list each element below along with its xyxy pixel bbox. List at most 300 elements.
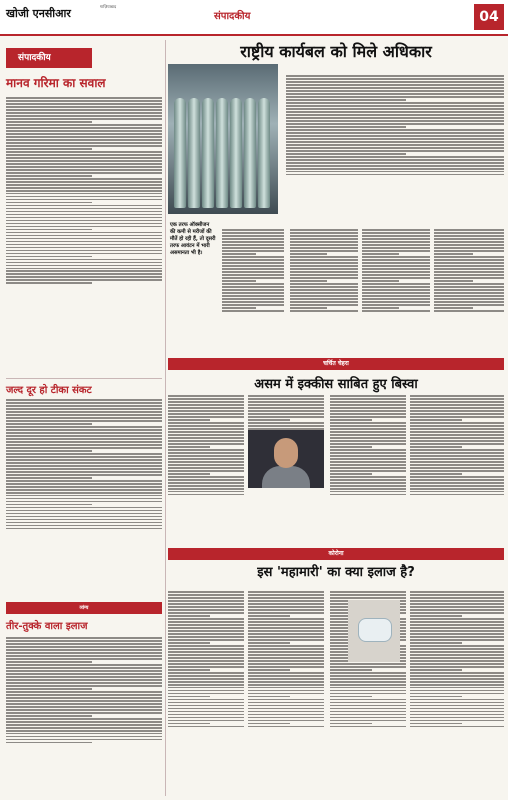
text-line — [222, 307, 256, 309]
text-line — [6, 139, 162, 141]
text-line — [6, 282, 92, 284]
text-line — [168, 642, 210, 644]
text-line — [6, 658, 162, 660]
text-line — [248, 717, 324, 719]
text-line — [168, 708, 244, 710]
text-line — [6, 268, 162, 270]
text-line — [6, 706, 162, 708]
text-line — [6, 646, 162, 648]
text-line — [410, 440, 504, 442]
text-line — [434, 301, 504, 303]
text-line — [6, 408, 162, 410]
text-line — [410, 600, 504, 602]
text-line — [330, 443, 406, 445]
text-line — [434, 250, 504, 252]
text-line — [6, 736, 162, 738]
text-line — [6, 709, 162, 711]
text-line — [222, 256, 284, 258]
text-line — [330, 431, 406, 433]
text-line — [222, 241, 284, 243]
text-line — [168, 404, 244, 406]
text-line — [6, 166, 162, 168]
text-line — [410, 690, 504, 692]
text-line — [434, 232, 504, 234]
main-body-col1 — [222, 228, 284, 352]
text-line — [6, 405, 162, 407]
text-line — [410, 672, 504, 674]
text-line — [6, 489, 162, 491]
text-line — [410, 657, 504, 659]
text-line — [6, 465, 162, 467]
text-line — [168, 612, 244, 614]
text-line — [434, 280, 473, 282]
text-line — [6, 190, 162, 192]
text-line — [248, 612, 324, 614]
text-line — [330, 675, 406, 677]
main-body-col3 — [362, 228, 430, 352]
text-line — [6, 163, 162, 165]
text-line — [410, 455, 504, 457]
text-line — [330, 693, 406, 695]
text-line — [168, 669, 210, 671]
text-line — [248, 395, 324, 397]
text-line — [362, 292, 430, 294]
text-line — [434, 286, 504, 288]
text-line — [6, 468, 162, 470]
text-line — [330, 699, 406, 701]
text-line — [168, 398, 244, 400]
text-line — [168, 458, 244, 460]
text-line — [168, 684, 244, 686]
column-divider — [165, 40, 166, 796]
text-line — [286, 171, 504, 173]
text-line — [248, 627, 324, 629]
text-line — [410, 633, 504, 635]
text-line — [290, 265, 358, 267]
text-line — [6, 730, 162, 732]
text-line — [222, 244, 284, 246]
profile-headline: असम में इक्कीस साबित हुए बिस्वा — [254, 377, 418, 392]
text-line — [434, 274, 504, 276]
text-line — [222, 253, 256, 255]
text-line — [168, 675, 244, 677]
text-line — [168, 594, 244, 596]
text-line — [286, 165, 504, 167]
text-line — [6, 513, 162, 515]
text-line — [6, 438, 162, 440]
text-line — [410, 479, 504, 481]
text-line — [6, 265, 162, 267]
text-line — [362, 244, 430, 246]
text-line — [6, 519, 162, 521]
text-line — [410, 458, 504, 460]
text-line — [410, 419, 462, 421]
text-line — [6, 462, 162, 464]
text-line — [290, 238, 358, 240]
text-line — [434, 295, 504, 297]
text-line — [168, 681, 244, 683]
text-line — [410, 437, 504, 439]
text-line — [6, 715, 92, 717]
text-line — [248, 398, 324, 400]
text-line — [6, 679, 162, 681]
text-line — [168, 437, 244, 439]
text-line — [248, 642, 290, 644]
text-line — [6, 429, 162, 431]
text-line — [410, 446, 462, 448]
text-line — [410, 711, 504, 713]
text-line — [6, 402, 162, 404]
text-line — [248, 702, 324, 704]
text-line — [434, 310, 504, 312]
text-line — [362, 235, 430, 237]
text-line — [248, 591, 324, 593]
text-line — [410, 723, 462, 725]
text-line — [410, 594, 504, 596]
text-line — [222, 247, 284, 249]
text-line — [168, 660, 244, 662]
text-line — [410, 591, 504, 593]
main-body-intro — [286, 74, 504, 224]
text-line — [290, 229, 358, 231]
text-line — [6, 184, 162, 186]
text-line — [330, 705, 406, 707]
text-line — [248, 597, 324, 599]
text-line — [330, 708, 406, 710]
text-line — [362, 283, 430, 285]
text-line — [330, 597, 406, 599]
text-line — [330, 440, 406, 442]
text-line — [222, 265, 284, 267]
text-line — [286, 132, 504, 134]
text-line — [248, 666, 324, 668]
text-line — [168, 494, 244, 496]
text-line — [362, 241, 430, 243]
text-line — [248, 690, 324, 692]
text-line — [6, 727, 162, 729]
text-line — [248, 404, 324, 406]
text-line — [6, 426, 162, 428]
text-line — [168, 422, 244, 424]
text-line — [222, 250, 284, 252]
text-line — [410, 422, 504, 424]
text-line — [6, 172, 162, 174]
text-line — [6, 673, 162, 675]
text-line — [330, 458, 406, 460]
text-line — [410, 687, 504, 689]
text-line — [286, 108, 504, 110]
text-line — [330, 410, 406, 412]
text-line — [410, 431, 504, 433]
text-line — [248, 639, 324, 641]
text-line — [410, 404, 504, 406]
text-line — [6, 492, 162, 494]
text-line — [6, 441, 162, 443]
text-line — [330, 663, 406, 665]
text-line — [168, 636, 244, 638]
text-line — [6, 703, 162, 705]
text-line — [168, 702, 244, 704]
text-line — [362, 310, 430, 312]
text-line — [286, 150, 504, 152]
text-line — [330, 473, 372, 475]
text-line — [290, 310, 358, 312]
text-line — [410, 666, 504, 668]
text-line — [330, 428, 406, 430]
text-line — [168, 449, 244, 451]
text-line — [6, 238, 162, 240]
text-line — [410, 434, 504, 436]
text-line — [222, 232, 284, 234]
text-line — [330, 455, 406, 457]
text-line — [410, 639, 504, 641]
text-line — [6, 691, 162, 693]
text-line — [410, 708, 504, 710]
text-line — [248, 726, 324, 728]
text-line — [290, 292, 358, 294]
text-line — [410, 597, 504, 599]
text-line — [6, 480, 162, 482]
text-line — [330, 491, 406, 493]
text-line — [330, 720, 406, 722]
text-line — [6, 739, 162, 741]
text-line — [410, 630, 504, 632]
text-line — [168, 654, 244, 656]
text-line — [362, 280, 399, 282]
text-line — [248, 687, 324, 689]
text-line — [168, 645, 244, 647]
text-line — [168, 672, 244, 674]
text-line — [248, 720, 324, 722]
text-line — [330, 434, 406, 436]
text-line — [362, 286, 430, 288]
text-line — [248, 657, 324, 659]
text-line — [168, 434, 244, 436]
text-line — [222, 289, 284, 291]
text-line — [6, 444, 162, 446]
text-line — [6, 145, 162, 147]
text-line — [6, 510, 162, 512]
satire-headline: तीर-तुक्के वाला इलाज — [6, 621, 88, 632]
text-line — [330, 470, 406, 472]
text-line — [222, 238, 284, 240]
corona-body-col2 — [248, 590, 324, 796]
text-line — [248, 621, 324, 623]
text-line — [6, 199, 162, 201]
text-line — [6, 471, 162, 473]
text-line — [410, 461, 504, 463]
text-line — [362, 289, 430, 291]
text-line — [168, 482, 244, 484]
text-line — [330, 425, 406, 427]
text-line — [248, 708, 324, 710]
text-line — [6, 447, 162, 449]
text-line — [168, 621, 244, 623]
text-line — [410, 470, 504, 472]
text-line — [410, 395, 504, 397]
text-line — [330, 404, 406, 406]
text-line — [6, 399, 162, 401]
oxygen-cylinders-photo — [168, 64, 278, 214]
text-line — [6, 235, 162, 237]
text-line — [362, 250, 430, 252]
text-line — [330, 681, 406, 683]
text-line — [434, 292, 504, 294]
text-line — [168, 717, 244, 719]
text-line — [410, 485, 504, 487]
text-line — [168, 488, 244, 490]
text-line — [330, 485, 406, 487]
text-line — [410, 428, 504, 430]
text-line — [410, 714, 504, 716]
text-line — [362, 271, 430, 273]
text-line — [168, 416, 244, 418]
text-line — [330, 591, 406, 593]
page-header — [0, 0, 508, 36]
main-body-col2 — [290, 228, 358, 352]
text-line — [168, 633, 244, 635]
text-line — [410, 621, 504, 623]
text-line — [168, 651, 244, 653]
text-line — [362, 265, 430, 267]
text-line — [286, 96, 504, 98]
text-line — [410, 416, 504, 418]
text-line — [410, 669, 462, 671]
text-line — [6, 276, 162, 278]
text-line — [6, 718, 162, 720]
text-line — [6, 495, 162, 497]
text-line — [6, 420, 162, 422]
text-line — [290, 250, 358, 252]
text-line — [248, 636, 324, 638]
text-line — [6, 202, 92, 204]
text-line — [434, 253, 473, 255]
text-line — [410, 675, 504, 677]
text-line — [6, 100, 162, 102]
text-line — [290, 232, 358, 234]
page-number: 04 — [474, 4, 504, 30]
text-line — [6, 259, 162, 261]
text-line — [6, 528, 162, 530]
text-line — [410, 726, 504, 728]
text-line — [410, 678, 504, 680]
text-line — [290, 307, 327, 309]
text-line — [6, 220, 162, 222]
text-line — [410, 494, 504, 496]
text-line — [6, 685, 162, 687]
text-line — [222, 295, 284, 297]
text-line — [330, 672, 406, 674]
text-line — [6, 522, 162, 524]
text-line — [6, 115, 162, 117]
second-editorial-body — [6, 398, 162, 596]
text-line — [6, 226, 162, 228]
text-line — [330, 594, 406, 596]
text-line — [6, 112, 162, 114]
text-line — [410, 612, 504, 614]
text-line — [410, 482, 504, 484]
text-line — [248, 663, 324, 665]
text-line — [410, 627, 504, 629]
text-line — [286, 87, 504, 89]
text-line — [286, 81, 504, 83]
text-line — [248, 410, 324, 412]
text-line — [6, 504, 92, 506]
text-line — [168, 609, 244, 611]
text-line — [434, 244, 504, 246]
text-line — [248, 681, 324, 683]
text-line — [168, 431, 244, 433]
text-line — [168, 413, 244, 415]
text-line — [286, 123, 504, 125]
text-line — [6, 411, 162, 413]
text-line — [6, 217, 162, 219]
portrait-photo — [248, 430, 324, 488]
text-line — [6, 256, 92, 258]
text-line — [286, 111, 504, 113]
text-line — [286, 126, 406, 128]
text-line — [168, 446, 210, 448]
text-line — [248, 603, 324, 605]
text-line — [362, 304, 430, 306]
text-line — [290, 298, 358, 300]
text-line — [168, 726, 244, 728]
text-line — [362, 274, 430, 276]
text-line — [286, 93, 504, 95]
text-line — [434, 241, 504, 243]
text-line — [330, 449, 406, 451]
profile-body-col3 — [330, 394, 406, 544]
text-line — [410, 488, 504, 490]
text-line — [330, 666, 406, 668]
text-line — [410, 693, 504, 695]
text-line — [6, 223, 162, 225]
text-line — [330, 479, 406, 481]
text-line — [248, 684, 324, 686]
text-line — [6, 124, 162, 126]
text-line — [248, 648, 324, 650]
text-line — [286, 153, 406, 155]
text-line — [6, 193, 162, 195]
text-line — [222, 301, 284, 303]
text-line — [168, 678, 244, 680]
text-line — [362, 307, 399, 309]
mask-photo — [348, 600, 400, 662]
text-line — [362, 298, 430, 300]
text-line — [168, 600, 244, 602]
text-line — [362, 262, 430, 264]
text-line — [434, 247, 504, 249]
text-line — [168, 690, 244, 692]
text-line — [248, 630, 324, 632]
text-line — [248, 422, 324, 424]
text-line — [362, 247, 430, 249]
text-line — [6, 474, 162, 476]
text-line — [6, 453, 162, 455]
text-line — [286, 78, 504, 80]
text-line — [6, 700, 162, 702]
profile-body-col4 — [410, 394, 504, 544]
text-line — [6, 241, 162, 243]
text-line — [248, 705, 324, 707]
text-line — [6, 667, 162, 669]
text-line — [168, 606, 244, 608]
text-line — [290, 271, 358, 273]
text-line — [410, 642, 462, 644]
text-line — [6, 229, 92, 231]
profile-body-col1 — [168, 394, 244, 544]
text-line — [222, 235, 284, 237]
